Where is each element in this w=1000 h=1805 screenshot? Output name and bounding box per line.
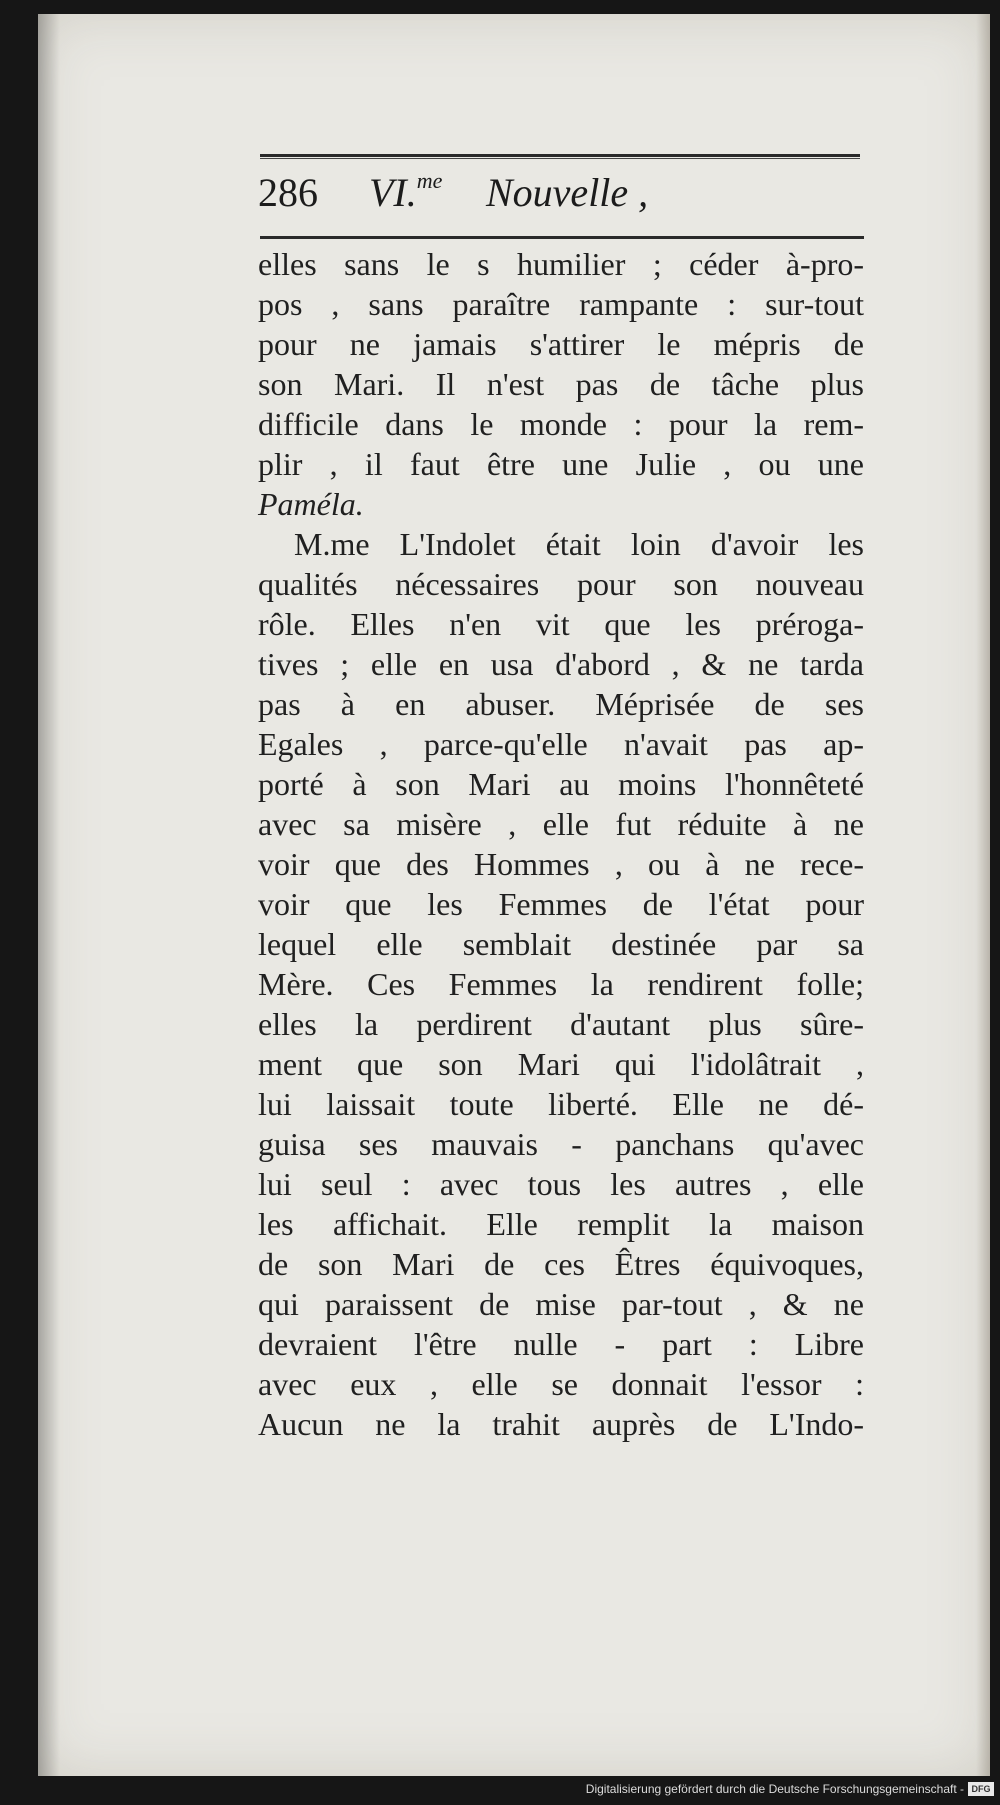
text-line: de son Mari de ces Êtres équivoques, xyxy=(258,1246,864,1282)
text-line: Mère. Ces Femmes la rendirent folle; xyxy=(258,966,864,1002)
header-rule-top xyxy=(260,154,860,157)
text-line: tives ; elle en usa d'abord , & ne tarda xyxy=(258,646,864,682)
credit-text: Digitalisierung gefördert durch die Deutsche Forschungsgemeinschaft - xyxy=(585,1782,964,1796)
text-line: elles la perdirent d'autant plus sûre- xyxy=(258,1006,864,1042)
text-line: porté à son Mari au moins l'honnêteté xyxy=(258,766,864,802)
section-label: VI. xyxy=(369,170,417,215)
text-line: Egales , parce-qu'elle n'avait pas ap- xyxy=(258,726,864,762)
running-header xyxy=(258,163,858,223)
text-line: avec eux , elle se donnait l'essor : xyxy=(258,1366,864,1402)
header-rule-top-thin xyxy=(260,158,860,159)
running-title: Nouvelle , xyxy=(486,170,649,215)
text-line-paragraph-start: M.me L'Indolet était loin d'avoir les xyxy=(294,526,864,562)
page-edge-shadow xyxy=(976,14,990,1776)
text-line: son Mari. Il n'est pas de tâche plus xyxy=(258,366,864,402)
text-line: lui laissait toute liberté. Elle ne dé- xyxy=(258,1086,864,1122)
body-text xyxy=(258,244,864,1444)
text-line: Paméla. xyxy=(258,486,364,522)
text-line: guisa ses mauvais - panchans qu'avec xyxy=(258,1126,864,1162)
page-number: 286 xyxy=(258,170,318,215)
text-line: difficile dans le monde : pour la rem- xyxy=(258,406,864,442)
text-line: lequel elle semblait destinée par sa xyxy=(258,926,864,962)
text-line: qualités nécessaires pour son nouveau xyxy=(258,566,864,602)
digitization-credit xyxy=(586,1779,994,1799)
text-line: qui paraissent de mise par-tout , & ne xyxy=(258,1286,864,1322)
text-line: rôle. Elles n'en vit que les préroga- xyxy=(258,606,864,642)
text-line: pas à en abuser. Méprisée de ses xyxy=(258,686,864,722)
text-line: elles sans le s humilier ; céder à-pro- xyxy=(258,246,864,282)
page-spine-shadow xyxy=(38,14,60,1776)
text-line: ment que son Mari qui l'idolâtrait , xyxy=(258,1046,864,1082)
text-line: devraient l'être nulle - part : Libre xyxy=(258,1326,864,1362)
dfg-logo: DFG xyxy=(968,1782,994,1796)
section-superscript: me xyxy=(416,168,443,193)
text-line: lui seul : avec tous les autres , elle xyxy=(258,1166,864,1202)
header-rule-bottom xyxy=(260,236,864,239)
section-number xyxy=(369,163,442,223)
text-line: Aucun ne la trahit auprès de L'Indo- xyxy=(258,1406,864,1442)
text-line: pour ne jamais s'attirer le mépris de xyxy=(258,326,864,362)
text-line: voir que les Femmes de l'état pour xyxy=(258,886,864,922)
text-line: pos , sans paraître rampante : sur-tout xyxy=(258,286,864,322)
text-line: plir , il faut être une Julie , ou une xyxy=(258,446,864,482)
text-line: voir que des Hommes , ou à ne rece- xyxy=(258,846,864,882)
text-line: avec sa misère , elle fut réduite à ne xyxy=(258,806,864,842)
text-line: les affichait. Elle remplit la maison xyxy=(258,1206,864,1242)
